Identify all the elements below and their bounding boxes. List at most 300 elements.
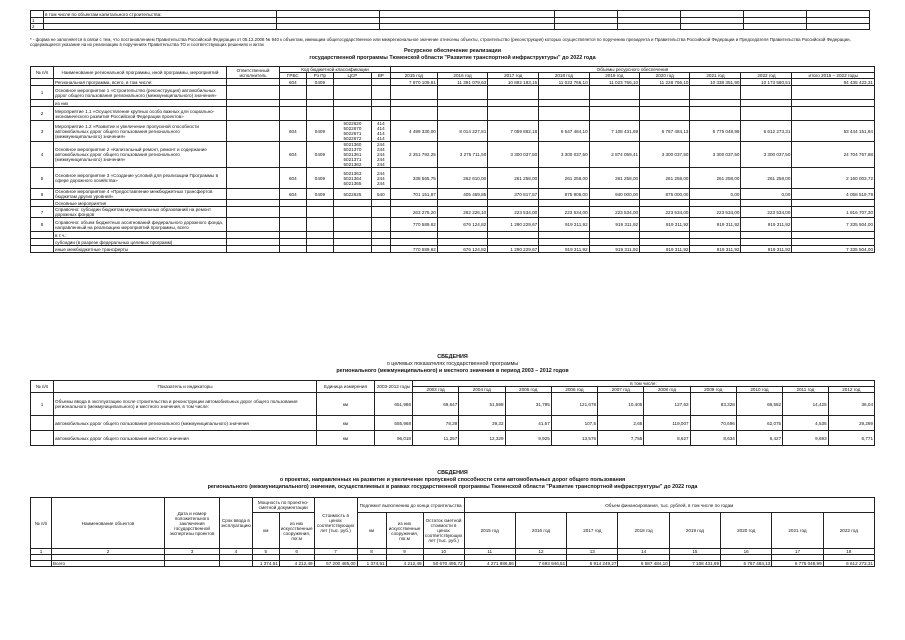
row-value: 6 547 484,10 [539, 121, 589, 142]
col-kbk-1: Рз Пр [306, 73, 334, 79]
row-value [390, 232, 437, 239]
row-value: 919 311,92 [741, 218, 792, 232]
row-value: 919 311,92 [640, 218, 690, 232]
row-vr [371, 246, 390, 253]
total-empty [220, 561, 253, 567]
row-value: 62,075 [736, 416, 782, 431]
row-responsible [227, 239, 280, 246]
col-number: № п/п [31, 498, 52, 549]
col-year-0: 2015 год [464, 513, 515, 549]
column-number: 13 [567, 549, 618, 555]
row-rzpr [306, 207, 334, 218]
row-vr: 244 244 244 244 244 [371, 142, 390, 168]
row-value: 919 311,92 [690, 246, 741, 253]
row-value [690, 107, 741, 121]
row-vr [371, 207, 390, 218]
svedenia1-title-1: СВЕДЕНИЯ [437, 354, 468, 360]
row-value: 6,427 [736, 431, 782, 446]
row-responsible [227, 86, 280, 100]
row-value [539, 239, 589, 246]
row-rzpr [306, 86, 334, 100]
row-value: 223 534,00 [741, 207, 792, 218]
row-rzpr [306, 100, 334, 107]
resource-table [30, 66, 875, 253]
row-number: 3 [31, 121, 54, 142]
column-number: 2 [52, 549, 165, 555]
row-value: 919 311,92 [690, 218, 741, 232]
row-value [437, 86, 487, 100]
row-value: 261 258,00 [690, 168, 741, 189]
row-vr [371, 79, 390, 86]
row-value: 7 059 862,18 [488, 121, 539, 142]
row-value [437, 232, 487, 239]
row-total: 96,018 [375, 431, 413, 446]
row-responsible [227, 121, 280, 142]
col-name: Наименование региональной программы, иной программы, мероприятий [54, 67, 227, 79]
row-value: 68,582 [736, 393, 782, 416]
row-value [741, 200, 792, 207]
row-csr [334, 86, 372, 100]
col-period: 2003-2012 годы [375, 381, 413, 393]
row-value [792, 239, 875, 246]
row-value: 2 160 003,72 [792, 168, 875, 189]
row-rzpr: 0409 [306, 189, 334, 200]
row-value: 262 610,00 [437, 168, 487, 189]
row-value: 24 704 757,68 [792, 142, 875, 168]
row-value: 1 916 707,30 [792, 207, 875, 218]
row-responsible [227, 200, 280, 207]
row-csr [334, 100, 372, 107]
col-power: Мощность по проектно-сметной документации [252, 498, 314, 513]
row-value [488, 86, 539, 100]
row-name: Справочно: субсидии бюджетам муниципальных образований на ремонт дорожных фондов [54, 207, 227, 218]
row-value [741, 107, 792, 121]
row-value: 8 014 227,81 [437, 121, 487, 142]
row-number: 1 [31, 18, 44, 24]
row-name: в т.ч.: [54, 232, 227, 239]
col-year-1: 2016 год [515, 513, 566, 549]
row-value: 919 311,92 [539, 218, 589, 232]
row-value: 405 459,85 [437, 189, 487, 200]
row-value: 6 767 484,13 [640, 121, 690, 142]
row-indicator: Объемы ввода в эксплуатацию после строительства и реконструкции автомобильных дорог общего пользования регионального (межмуниципального) и местного значения, в том числе: [54, 393, 317, 416]
column-number: 14 [618, 549, 669, 555]
row-value [792, 100, 875, 107]
total-value: 6 587 484,10 [618, 561, 669, 567]
row-vr: 414 414 414 414 [371, 121, 390, 142]
row-name: из них [54, 100, 227, 107]
col-remaining-cost: Остаток сметной стоимости в ценах соответствующих лет (тыс. руб.) [423, 513, 464, 549]
row-value: 84 435 423,31 [792, 79, 875, 86]
row-value: 919 311,92 [539, 246, 589, 253]
row-value: 10 892 183,15 [488, 79, 539, 86]
row-value: 4,536 [783, 416, 829, 431]
row-value: 0,00 [741, 189, 792, 200]
col-number: № п/п [31, 381, 54, 393]
row-value: 11,257 [413, 431, 459, 446]
row-value: 39,32 [459, 416, 505, 431]
row-value [539, 107, 589, 121]
row-value [437, 107, 487, 121]
row-number [31, 431, 54, 446]
row-value: 940 000,00 [589, 189, 639, 200]
row-number: 4 [31, 142, 54, 168]
row-value: 11 228 766,10 [640, 79, 690, 86]
col-km: км [252, 513, 279, 549]
row-value [741, 239, 792, 246]
resource-row [31, 232, 875, 239]
column-number: 6 [279, 549, 314, 555]
column-number: 16 [721, 549, 772, 555]
row-csr [334, 207, 372, 218]
row-responsible [227, 168, 280, 189]
row-value: 370 817,57 [488, 189, 539, 200]
row-vr [371, 107, 390, 121]
row-number [31, 416, 54, 431]
row-vr [371, 86, 390, 100]
col-volume: Объемы ресурсного обеспечения [390, 67, 874, 73]
row-number [31, 246, 54, 253]
footnote: * - форма не заполняется в связи с тем, что постановлением Правительства Российской Федерации от 05.12.2008 № 940 к объектам, имеющим общегосударственное или межрегиональное значение отнесены объекты, строительство (реконструкция) которых осуществляется по поручению президента и Правительства Российской Федерации и Председателя Правительства Российской Федерации, содержащиеся указание на их реализацию в поручениях Правительства ТО и соответствующих решениях и актах [30, 37, 851, 47]
total-value: 1 374,51 [252, 561, 279, 567]
row-grbs [280, 107, 307, 121]
total-value: 4 212,49 [279, 561, 314, 567]
row-rzpr [306, 246, 334, 253]
row-vr [371, 239, 390, 246]
row-name: Основное мероприятие 4 «Предоставление межбюджетных трансфертов бюджетам других уровней» [54, 189, 227, 200]
col-year-2: 2017 год [488, 73, 539, 79]
capital-objects-label: в том числе по объектам капитального строительства: [44, 11, 277, 18]
row-value [640, 107, 690, 121]
row-responsible [227, 142, 280, 168]
row-value: 14,425 [783, 393, 829, 416]
row-value [488, 232, 539, 239]
row-value [589, 100, 639, 107]
column-number: 17 [772, 549, 823, 555]
row-value [792, 86, 875, 100]
row-vr [371, 100, 390, 107]
row-value: 3 275 711,50 [437, 142, 487, 168]
row-name: Мероприятие 1.2 «Развитие и увеличение пропускной способности автомобильных дорог общего пользования регионального (межмуниципального) значения» [54, 121, 227, 142]
row-csr [334, 200, 372, 207]
col-year-3: 2018 год [539, 73, 589, 79]
row-value: 261 258,00 [640, 168, 690, 189]
row-value: 6,771 [828, 431, 874, 446]
row-value [390, 239, 437, 246]
row-indicator: автомобильных дорог общего пользования местного значения [54, 431, 317, 446]
total-value: 4 212,49 [386, 561, 423, 567]
row-value [589, 86, 639, 100]
row-value: 770 589,62 [390, 246, 437, 253]
col-year-6: 2021 год [690, 73, 741, 79]
total-label: Всего [52, 561, 165, 567]
row-value: 262 226,10 [437, 207, 487, 218]
column-number: 15 [669, 549, 720, 555]
row-value: 261 258,00 [589, 168, 639, 189]
row-value: 70,696 [690, 416, 736, 431]
row-name: Основные мероприятия [54, 200, 227, 207]
row-value: 223 534,00 [539, 207, 589, 218]
row-value: 223 534,00 [690, 207, 741, 218]
row-csr: 5021363 5021364 5021365 [334, 168, 372, 189]
resource-row [31, 246, 875, 253]
row-value: 41,67 [505, 416, 551, 431]
column-number: 10 [423, 549, 464, 555]
row-vr: 540 [371, 189, 390, 200]
row-value [488, 239, 539, 246]
row-value: 261 258,00 [539, 168, 589, 189]
col-year-3: 2018 год [618, 513, 669, 549]
row-value: 1 290 229,67 [488, 246, 539, 253]
row-value [690, 86, 741, 100]
row-grbs: 604 [280, 121, 307, 142]
row-grbs [280, 218, 307, 232]
col-kbk-0: ГРБС [280, 73, 307, 79]
row-value [640, 86, 690, 100]
row-number: 1 [31, 86, 54, 100]
row-value: 78,39 [413, 416, 459, 431]
row-unit: км [317, 416, 375, 431]
row-value: 53 444 151,94 [792, 121, 875, 142]
col-year-2: 2005 год [505, 387, 551, 393]
row-value: 1 290 229,67 [488, 218, 539, 232]
resource-row [31, 200, 875, 207]
row-name: Мероприятие 1.1 «Осуществление крупных особо важных для социально-экономического развития Российской Федерации проектов» [54, 107, 227, 121]
row-number [31, 239, 54, 246]
col-year-9: 2012 год [828, 387, 874, 393]
row-number: 2 [31, 24, 44, 30]
row-number: 7 [31, 207, 54, 218]
col-year-0: 2015 год [390, 73, 437, 79]
resource-row [31, 79, 875, 86]
row-value: 223 534,00 [589, 207, 639, 218]
col-year-4: 2007 год [598, 387, 644, 393]
row-value: 263 275,20 [390, 207, 437, 218]
column-number: 4 [220, 549, 253, 555]
row-value [741, 100, 792, 107]
col-kbk: Код бюджетной классификации [280, 67, 391, 73]
total-value: 7 693 946,51 [515, 561, 566, 567]
col-year-5: 2008 год [644, 387, 690, 393]
row-value: 919 311,92 [589, 218, 639, 232]
row-value [640, 200, 690, 207]
total-value: 6 914 249,27 [567, 561, 618, 567]
total-empty [165, 561, 220, 567]
row-value: 11 023 766,10 [589, 79, 639, 86]
row-value: 3 300 037,50 [741, 142, 792, 168]
row-responsible [227, 100, 280, 107]
row-value: 770 589,62 [390, 218, 437, 232]
total-value: 4 271 886,86 [464, 561, 515, 567]
column-number: 8 [357, 549, 386, 555]
row-rzpr [306, 232, 334, 239]
row-grbs [280, 86, 307, 100]
row-number [31, 232, 54, 239]
row-value: 7 870 109,61 [390, 79, 437, 86]
row-grbs [280, 232, 307, 239]
row-responsible [227, 246, 280, 253]
resource-row [31, 239, 875, 246]
row-value: 3 300 037,50 [690, 142, 741, 168]
row-value: 7 335 504,00 [792, 218, 875, 232]
row-rzpr: 0409 [306, 121, 334, 142]
col-year-2: 2017 год [567, 513, 618, 549]
row-responsible [227, 218, 280, 232]
total-value: 6 612 273,31 [823, 561, 874, 567]
row-total: 555,968 [375, 416, 413, 431]
resource-row [31, 86, 875, 100]
resource-row [31, 218, 875, 232]
row-value [640, 239, 690, 246]
row-value: 2 874 059,41 [589, 142, 639, 168]
row-value: 676 124,82 [437, 218, 487, 232]
row-value: 36,04 [828, 393, 874, 416]
row-name: Основное мероприятие 1 «Строительство (реконструкция) автомобильных дорог общего пользования регионального (межмуниципального) значения» [54, 86, 227, 100]
resource-title-2: государственной программы Тюменской области "Развитие транспортной инфраструктуры" до 2022 года [309, 55, 596, 61]
row-grbs: 604 [280, 189, 307, 200]
row-value: 51,598 [459, 393, 505, 416]
row-value: 676 124,82 [437, 246, 487, 253]
row-csr [334, 239, 372, 246]
row-number: 6 [31, 189, 54, 200]
row-unit: км [317, 431, 375, 446]
col-year-7: 2010 год [736, 387, 782, 393]
projects-table [30, 497, 875, 567]
row-value: 3 300 037,50 [640, 142, 690, 168]
row-vr [371, 232, 390, 239]
row-value [488, 107, 539, 121]
svedenia2-title-1: СВЕДЕНИЯ [437, 470, 468, 476]
row-value: 9,693 [783, 431, 829, 446]
col-year-8: 2011 год [783, 387, 829, 393]
col-bridges-remaining: из них искусственные сооружения, пог.м [386, 513, 423, 549]
row-name: Региональная программа, всего, в том числе: [54, 79, 227, 86]
column-number: 5 [252, 549, 279, 555]
col-year-7: 2022 год [823, 513, 874, 549]
col-year-0: 2003 год [413, 387, 459, 393]
row-csr [334, 218, 372, 232]
row-value [390, 107, 437, 121]
row-value: 83,328 [690, 393, 736, 416]
row-number [31, 200, 54, 207]
row-rzpr: 0409 [306, 79, 334, 86]
row-value: 13,576 [551, 431, 597, 446]
row-number [31, 79, 54, 86]
row-value [792, 107, 875, 121]
col-financing: Объем финансирования, тыс. рублей, в том числе по годам [464, 498, 874, 513]
capital-objects-table [30, 10, 870, 30]
col-year-7: 2022 год [741, 73, 792, 79]
target-row [31, 393, 875, 416]
col-cost: Стоимость в ценах соответствующих лет (тыс. руб.) [314, 498, 357, 549]
resource-row [31, 189, 875, 200]
svedenia2-title-2: о проектах, направленных на развитие и увеличение пропускной способности сети автомобильных дорог общего пользования [279, 477, 626, 483]
row-rzpr: 0409 [306, 168, 334, 189]
target-row [31, 416, 875, 431]
total-row [31, 561, 875, 567]
row-value: 338 565,75 [390, 168, 437, 189]
resource-row [31, 207, 875, 218]
row-value [539, 200, 589, 207]
row-value: 223 534,00 [488, 207, 539, 218]
row-value [437, 100, 487, 107]
svedenia1-title-3: регионального (межмуниципального) и местного значения в период 2003 – 2012 годов [336, 368, 569, 374]
row-value [539, 100, 589, 107]
row-csr [334, 79, 372, 86]
resource-row [31, 168, 875, 189]
total-value: 6 767 484,13 [721, 561, 772, 567]
row-rzpr [306, 200, 334, 207]
row-value: 3 300 037,50 [488, 142, 539, 168]
row-value [437, 200, 487, 207]
resource-row [31, 121, 875, 142]
row-value [640, 232, 690, 239]
row-total: 651,986 [375, 393, 413, 416]
row-csr: 5021360 5021370 5021361 5021371 5021362 [334, 142, 372, 168]
col-object-name: Наименование объектов [52, 498, 165, 549]
total-value: 1 374,51 [357, 561, 386, 567]
resource-row [31, 142, 875, 168]
col-year-8: итого 2015 – 2022 годы [792, 73, 875, 79]
row-rzpr [306, 218, 334, 232]
row-value: 0,00 [690, 189, 741, 200]
row-responsible [227, 189, 280, 200]
row-value: 107,5 [551, 416, 597, 431]
row-grbs [280, 207, 307, 218]
col-responsible: Ответственный исполнитель [227, 67, 280, 79]
row-value: 261 258,00 [741, 168, 792, 189]
resource-row [31, 107, 875, 121]
row-value: 10 173 580,51 [741, 79, 792, 86]
row-value [690, 239, 741, 246]
row-value: 12,329 [459, 431, 505, 446]
row-grbs: 604 [280, 142, 307, 168]
row-value [792, 200, 875, 207]
row-value [539, 86, 589, 100]
col-year-1: 2004 год [459, 387, 505, 393]
row-value: 10 338 351,90 [690, 79, 741, 86]
row-value: 31,795 [505, 393, 551, 416]
row-responsible [227, 107, 280, 121]
row-value [539, 232, 589, 239]
col-year-1: 2016 год [437, 73, 487, 79]
row-value [690, 232, 741, 239]
col-to-complete: Подлежит выполнению до конца строительства [357, 498, 464, 513]
row-value: 7 108 431,69 [589, 121, 639, 142]
row-csr [334, 107, 372, 121]
column-number: 12 [515, 549, 566, 555]
row-grbs [280, 246, 307, 253]
row-value: 919 311,92 [741, 246, 792, 253]
column-number: 18 [823, 549, 874, 555]
row-value [690, 100, 741, 107]
col-term: Срок ввода в эксплуатацию [220, 498, 253, 549]
row-rzpr [306, 239, 334, 246]
row-value: 8,634 [690, 431, 736, 446]
col-bridges: из них искусственные сооружения, пог.м [279, 513, 314, 549]
row-csr: 5022620 5022670 5022671 5022672 [334, 121, 372, 142]
target-row [31, 431, 875, 446]
row-value: 7,755 [598, 431, 644, 446]
row-value: 69,647 [413, 393, 459, 416]
row-value [488, 200, 539, 207]
row-indicator: автомобильных дорог общего пользования регионального (межмуниципального) значения [54, 416, 317, 431]
row-value: 121,678 [551, 393, 597, 416]
column-number: 3 [165, 549, 220, 555]
row-name: субсидии (в разрезе федеральных целевых программ) [54, 239, 227, 246]
row-value: 6 612 273,31 [741, 121, 792, 142]
row-value [390, 86, 437, 100]
